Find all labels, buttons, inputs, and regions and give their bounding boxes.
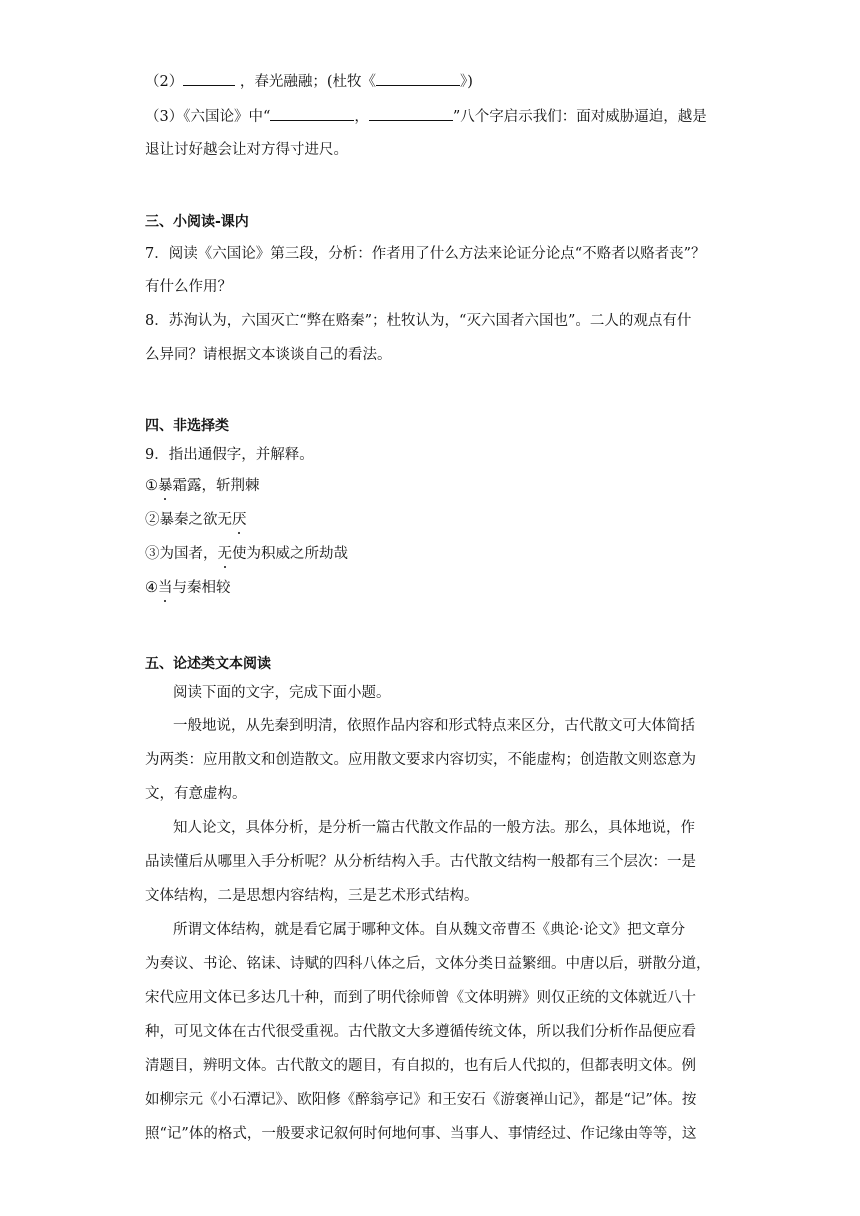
emphasis-dot-char: 暴 (158, 478, 173, 494)
question-8-line2: 么异同？请根据文本谈谈自己的看法。 (145, 347, 392, 363)
q3-line2: 退让讨好越会让对方得寸进尺。 (145, 142, 348, 158)
q3-comma: ， (354, 109, 369, 125)
paragraph-line: 如柳宗元《小石潭记》、欧阳修《醉翁亭记》和王安石《游褒禅山记》，都是“记”体。按 (145, 1092, 697, 1108)
answer-blank[interactable] (183, 71, 235, 86)
item-text: ③为国者， (145, 546, 218, 562)
emphasis-dot-char: 当 (158, 580, 173, 596)
question-2-fill (145, 71, 473, 92)
item-text: 霜露，斩荆棘 (172, 478, 260, 494)
emphasis-dot-char: 厌 (232, 512, 247, 528)
q2-prefix: （2） (145, 74, 184, 90)
answer-blank[interactable] (376, 71, 460, 86)
list-item (145, 510, 247, 530)
paragraph-line: 清题目，辨明文体。古代散文的题目，有自拟的，也有后人代拟的，但都表明文体。例 (145, 1058, 696, 1074)
paragraph-line: 为奏议、书论、铭诔、诗赋的四科八体之后，文体分类日益繁细。中唐以后，骈散分道， (145, 956, 711, 972)
list-item (145, 544, 348, 564)
paragraph-line: 种，可见文体在古代很受重视。古代散文大多遵循传统文体，所以我们分析作品便应看 (145, 1024, 696, 1040)
paragraph-line: 文，有意虚构。 (145, 786, 247, 802)
item-text: ④ (145, 580, 158, 596)
paragraph-line: 所谓文体结构，就是看它属于哪种文体。自从魏文帝曹丕《典论·论文》把文章分 (173, 922, 686, 938)
item-text: 与秦相较 (172, 580, 231, 596)
paragraph-line: 品读懂后从哪里入手分析呢？从分析结构入手。古代散文结构一般都有三个层次：一是 (145, 854, 696, 870)
question-7-line1: 7．阅读《六国论》第三段，分析：作者用了什么方法来论证分论点“不赂者以赂者丧”？ (145, 246, 706, 262)
item-text: 使为积威之所劫哉 (232, 546, 348, 562)
paragraph-line: 宋代应用文体已多达几十种，而到了明代徐师曾《文体明辨》则仅正统的文体就近八十 (145, 990, 696, 1006)
answer-blank[interactable] (369, 106, 453, 121)
paragraph-line: 知人论文，具体分析，是分析一篇古代散文作品的一般方法。那么，具体地说，作 (173, 820, 695, 836)
section-3-heading: 三、小阅读-课内 (145, 214, 249, 230)
paragraph-line: 一般地说，从先秦到明清，依照作品内容和形式特点来区分，古代散文可大体简括 (173, 718, 695, 734)
paragraph-line: 为两类：应用散文和创造散文。应用散文要求内容切实，不能虚构；创造散文则恣意为 (145, 752, 696, 768)
list-item (145, 578, 231, 598)
q2-end: 》) (460, 74, 473, 90)
section-4-heading: 四、非选择类 (145, 418, 229, 434)
item-text: ②暴秦之欲无 (145, 512, 232, 528)
list-item (145, 476, 260, 496)
paragraph-line: 文体结构，二是思想内容结构，三是艺术形式结构。 (145, 888, 479, 904)
q3-end: ”八个字启示我们：面对威胁逼迫，越是 (452, 109, 707, 125)
question-9: 9．指出通假字，并解释。 (145, 447, 314, 463)
section-5-heading: 五、论述类文本阅读 (145, 656, 271, 672)
question-3-fill (145, 106, 707, 127)
q3-prefix: （3）《六国论》中“ (145, 109, 271, 125)
q2-mid: ，春光融融；(杜牧《 (239, 74, 376, 90)
paragraph-line: 照“记”体的格式，一般要求记叙何时何地何事、当事人、事情经过、作记缘由等等，这 (145, 1126, 697, 1142)
question-8-line1: 8．苏洵认为，六国灭亡“弊在赂秦”；杜牧认为，“灭六国者六国也”。二人的观点有什 (145, 313, 692, 329)
item-text: ① (145, 478, 158, 494)
question-7-line2: 有什么作用？ (145, 279, 232, 295)
answer-blank[interactable] (270, 106, 354, 121)
reading-intro: 阅读下面的文字，完成下面小题。 (173, 685, 391, 701)
emphasis-dot-char: 无 (217, 546, 232, 562)
